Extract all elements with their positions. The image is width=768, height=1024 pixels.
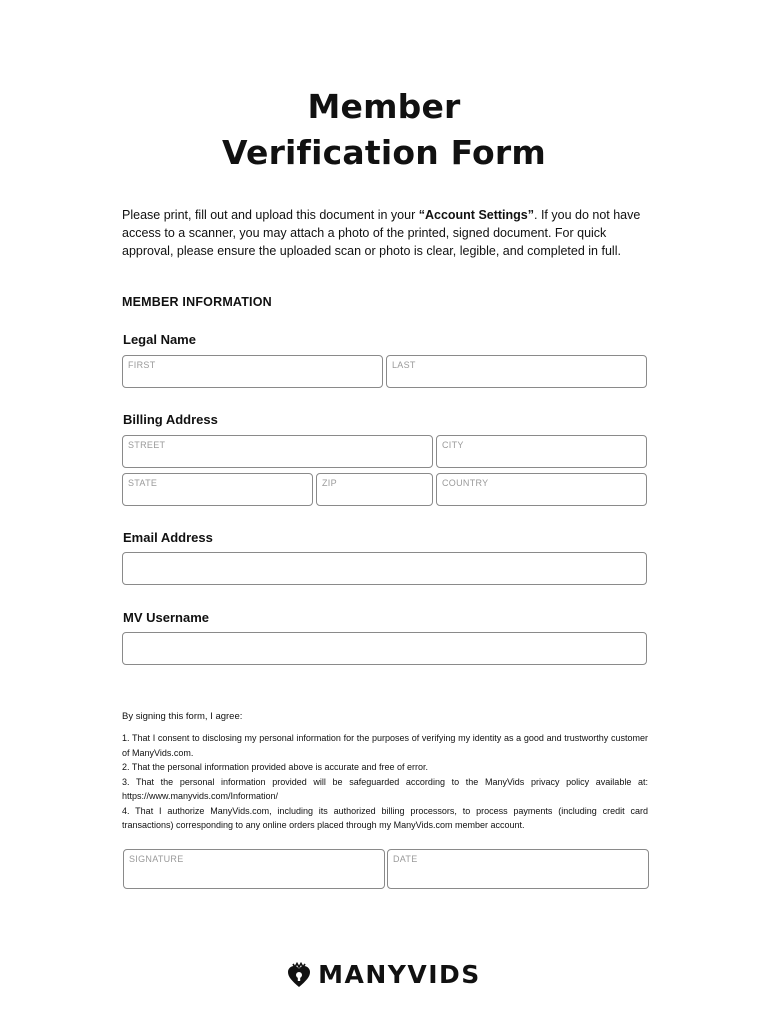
country-field[interactable] bbox=[436, 473, 647, 506]
mv-username-field[interactable] bbox=[122, 632, 647, 665]
email-field[interactable] bbox=[122, 552, 647, 585]
billing-address-label: Billing Address bbox=[123, 412, 218, 427]
first-name-field[interactable] bbox=[122, 355, 383, 388]
street-placeholder: STREET bbox=[128, 440, 166, 450]
state-placeholder: STATE bbox=[128, 478, 158, 488]
member-information-heading: MEMBER INFORMATION bbox=[122, 295, 272, 309]
date-field[interactable] bbox=[387, 849, 649, 889]
form-title-line1: Member bbox=[307, 87, 461, 126]
state-field[interactable] bbox=[122, 473, 313, 506]
terms-heading: By signing this form, I agree: bbox=[122, 711, 243, 722]
first-name-placeholder: FIRST bbox=[128, 360, 156, 370]
country-placeholder: COUNTRY bbox=[442, 478, 489, 488]
manyvids-heart-icon bbox=[287, 962, 311, 988]
mv-username-label: MV Username bbox=[123, 610, 209, 625]
form-title-line2: Verification Form bbox=[222, 133, 546, 172]
terms-item: 3. That the personal information provided will be safeguarded according to the ManyVids privacy policy available at: https://www.manyvids.com/Information/ bbox=[122, 776, 648, 801]
signature-field[interactable] bbox=[123, 849, 385, 889]
intro-text-2: . If you do not have access to a scanner, you may attach a photo of the printed, signed document. For quick approval, please ensure the uploaded scan or photo is clear, legible, and completed in full. bbox=[122, 208, 641, 258]
email-address-label: Email Address bbox=[123, 530, 213, 545]
legal-name-label: Legal Name bbox=[123, 332, 196, 347]
city-placeholder: CITY bbox=[442, 440, 464, 450]
manyvids-logo-text: MANYVIDS bbox=[318, 960, 481, 989]
terms-item: 4. That I authorize ManyVids.com, including its authorized billing processors, to process payments (including credit card transactions) corresponding to any online orders placed through my ManyVids.com member account. bbox=[122, 805, 648, 830]
terms-item: 2. That the personal information provided above is accurate and free of error. bbox=[122, 762, 429, 772]
street-field[interactable] bbox=[122, 435, 433, 468]
intro-account-settings: “Account Settings” bbox=[418, 208, 535, 222]
terms-item: 1. That I consent to disclosing my personal information for the purposes of verifying my identity as a good and trustworthy customer of ManyVids.com. bbox=[122, 733, 648, 758]
form-title bbox=[0, 84, 768, 176]
terms-list bbox=[122, 731, 648, 833]
signature-placeholder: SIGNATURE bbox=[129, 854, 184, 864]
city-field[interactable] bbox=[436, 435, 647, 468]
zip-placeholder: ZIP bbox=[322, 478, 337, 488]
date-placeholder: DATE bbox=[393, 854, 418, 864]
last-name-field[interactable] bbox=[386, 355, 647, 388]
last-name-placeholder: LAST bbox=[392, 360, 416, 370]
manyvids-logo bbox=[0, 960, 768, 993]
intro-text-1: Please print, fill out and upload this document in your bbox=[122, 208, 419, 222]
zip-field[interactable] bbox=[316, 473, 433, 506]
intro-paragraph bbox=[122, 206, 648, 260]
